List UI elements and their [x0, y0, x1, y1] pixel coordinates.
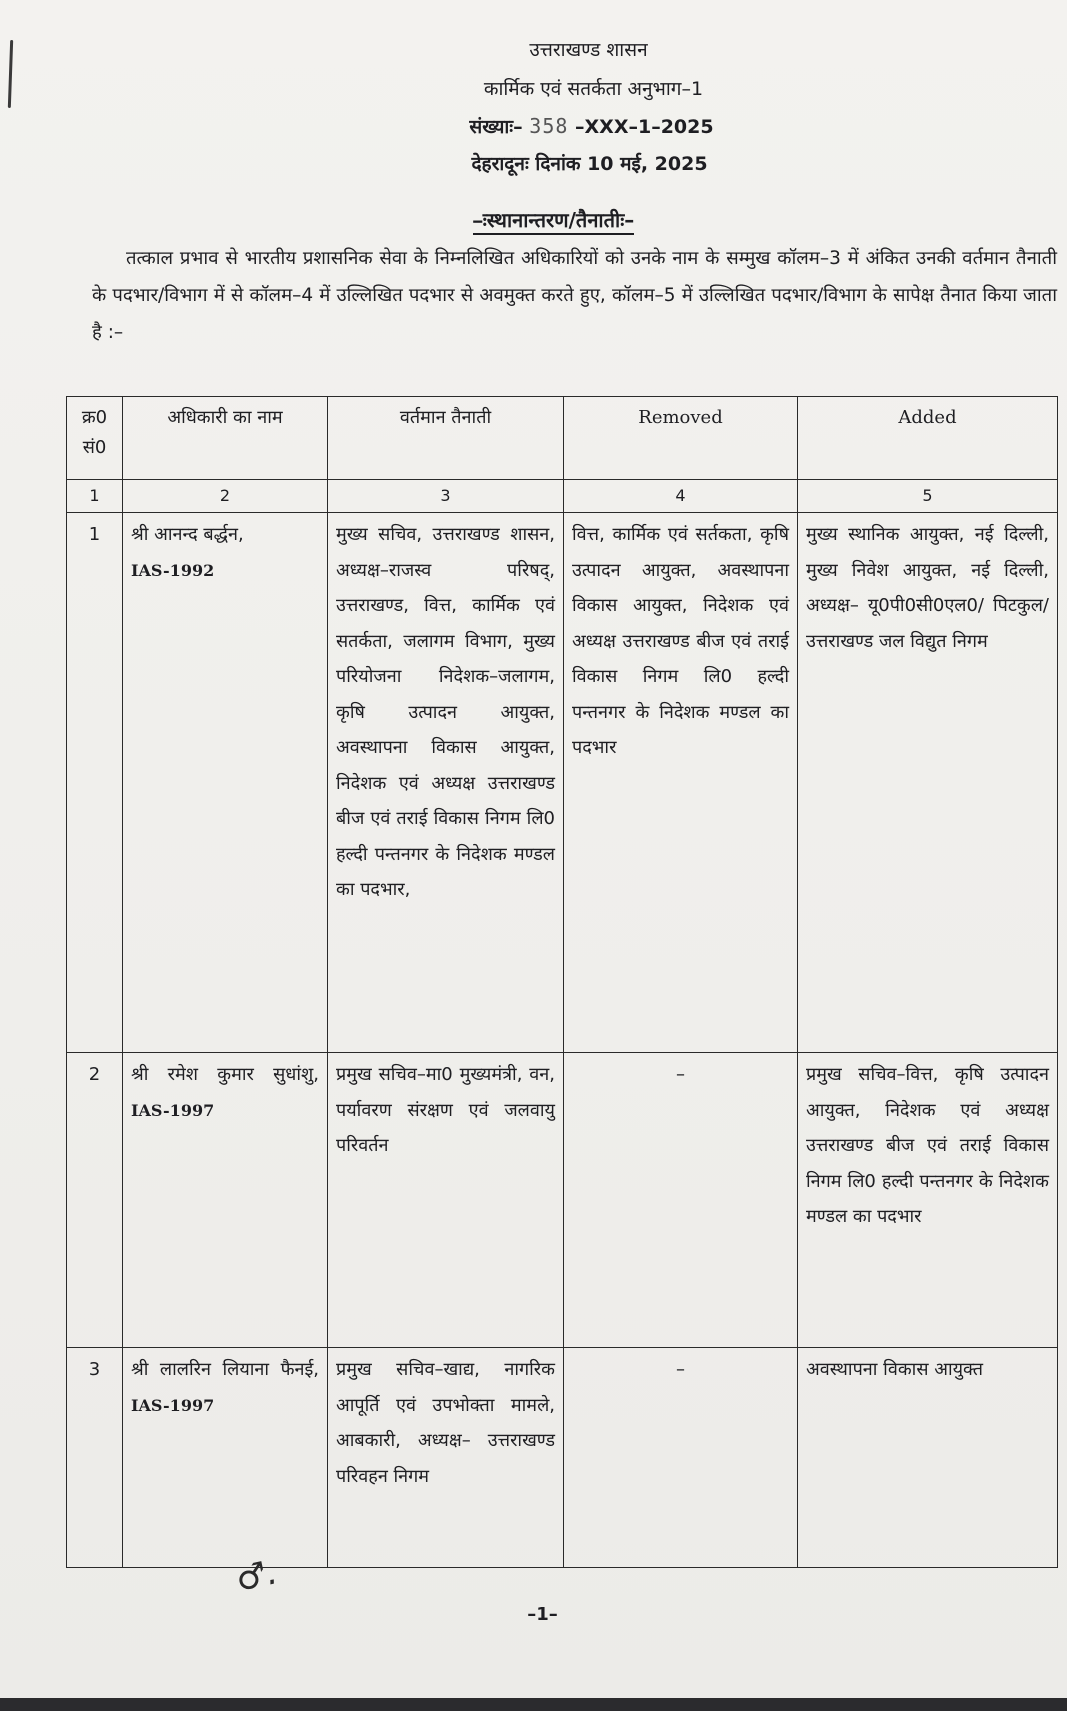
officer-batch: IAS-1992 [131, 560, 215, 580]
order-number-suffix: –XXX–1–2025 [575, 116, 714, 138]
intro-paragraph: तत्काल प्रभाव से भारतीय प्रशासनिक सेवा के निम्नलिखित अधिकारियों को उनके नाम के सम्मुख कॉलम–3 में अंकित उनकी वर्तमान तैनाती के पदभार/विभाग में से कॉलम–4 में उल्लिखित पदभार से अवमुक्त करते हुए, कॉलम–5 में उल्लिखित पदभार/विभाग के सापेक्ष तैनात किया जाता है :– [92, 248, 1057, 343]
header-added: Added [798, 397, 1058, 480]
table-row [67, 1348, 1058, 1568]
header-officer-name: अधिकारी का नाम [123, 397, 328, 480]
order-number-prefix: संख्याः– [469, 116, 523, 138]
header-current-posting: वर्तमान तैनाती [328, 397, 564, 480]
header-serial: क्र0 सं0 [67, 397, 123, 480]
added-charge: अवस्थापना विकास आयुक्त [798, 1348, 1058, 1568]
added-charge: प्रमुख सचिव–वित्त, कृषि उत्पादन आयुक्त, निदेशक एवं अध्यक्ष उत्तराखण्ड बीज एवं तराई विकास निगम लि0 हल्दी पन्तनगर के निदेशक मण्डल का पदभार [798, 1053, 1058, 1348]
serial-number: 2 [67, 1053, 123, 1348]
officer-name: श्री लालरिन लियाना फैनई, [131, 1359, 319, 1380]
serial-number: 3 [67, 1348, 123, 1568]
order-number-handwritten: 358 [529, 114, 569, 138]
column-number: 3 [328, 480, 564, 513]
header-removed: Removed [564, 397, 798, 480]
column-number: 5 [798, 480, 1058, 513]
removed-charge: – [564, 1053, 798, 1348]
order-number [58, 113, 1067, 139]
table-header-row [67, 397, 1058, 480]
government-name: उत्तराखण्ड शासन [529, 39, 648, 61]
column-number: 4 [564, 480, 798, 513]
officer-name: श्री आनन्द बर्द्धन, [131, 524, 244, 545]
column-number: 1 [67, 480, 123, 513]
added-charge: मुख्य स्थानिक आयुक्त, नई दिल्ली, मुख्य निवेश आयुक्त, नई दिल्ली, अध्यक्ष– यू0पी0सी0एल0/ पिटकुल/उत्तराखण्ड जल विद्युत निगम [798, 513, 1058, 1053]
current-posting: प्रमुख सचिव–मा0 मुख्यमंत्री, वन, पर्यावरण संरक्षण एवं जलवायु परिवर्तन [328, 1053, 564, 1348]
current-posting: मुख्य सचिव, उत्तराखण्ड शासन, अध्यक्ष–राजस्व परिषद्, उत्तराखण्ड, वित्त, कार्मिक एवं सतर्कता, जलागम विभाग, मुख्य परियोजना निदेशक–जलागम, कृषि उत्पादन आयुक्त, अवस्थापना विकास आयुक्त, निदेशक एवं अध्यक्ष उत्तराखण्ड बीज एवं तराई विकास निगम लि0 हल्दी पन्तनगर के निदेशक मण्डल का पदभार, [328, 513, 564, 1053]
current-posting: प्रमुख सचिव–खाद्य, नागरिक आपूर्ति एवं उपभोक्ता मामले, आबकारी, अध्यक्ष– उत्तराखण्ड परिवहन निगम [328, 1348, 564, 1568]
department-name: कार्मिक एवं सतर्कता अनुभाग–1 [483, 78, 704, 100]
column-number-row [67, 480, 1058, 513]
signature-initials: ♂. [232, 1552, 282, 1600]
place-and-date: देहरादूनः दिनांक 10 मई, 2025 [471, 153, 708, 175]
serial-number: 1 [67, 513, 123, 1053]
officer-name-cell [123, 1053, 328, 1348]
officer-batch: IAS-1997 [131, 1395, 215, 1415]
order-subject-text: –ःस्थानान्तरण/तैनातीः– [473, 208, 634, 235]
officer-batch: IAS-1997 [131, 1100, 215, 1120]
transfer-table [66, 396, 1058, 1568]
removed-charge: – [564, 1348, 798, 1568]
table-row [67, 513, 1058, 1053]
officer-name-cell [123, 1348, 328, 1568]
page-number: –1– [527, 1604, 558, 1625]
officer-name: श्री रमेश कुमार सुधांशु, [131, 1064, 319, 1085]
removed-charge: वित्त, कार्मिक एवं सर्तकता, कृषि उत्पादन आयुक्त, अवस्थापना विकास आयुक्त, निदेशक एवं अध्यक्ष उत्तराखण्ड बीज एवं तराई विकास निगम लि0 हल्दी पन्तनगर के निदेशक मण्डल का पदभार [564, 513, 798, 1053]
officer-name-cell [123, 513, 328, 1053]
column-number: 2 [123, 480, 328, 513]
order-subject [0, 206, 1067, 233]
scan-bottom-edge [0, 1698, 1067, 1711]
table-row [67, 1053, 1058, 1348]
